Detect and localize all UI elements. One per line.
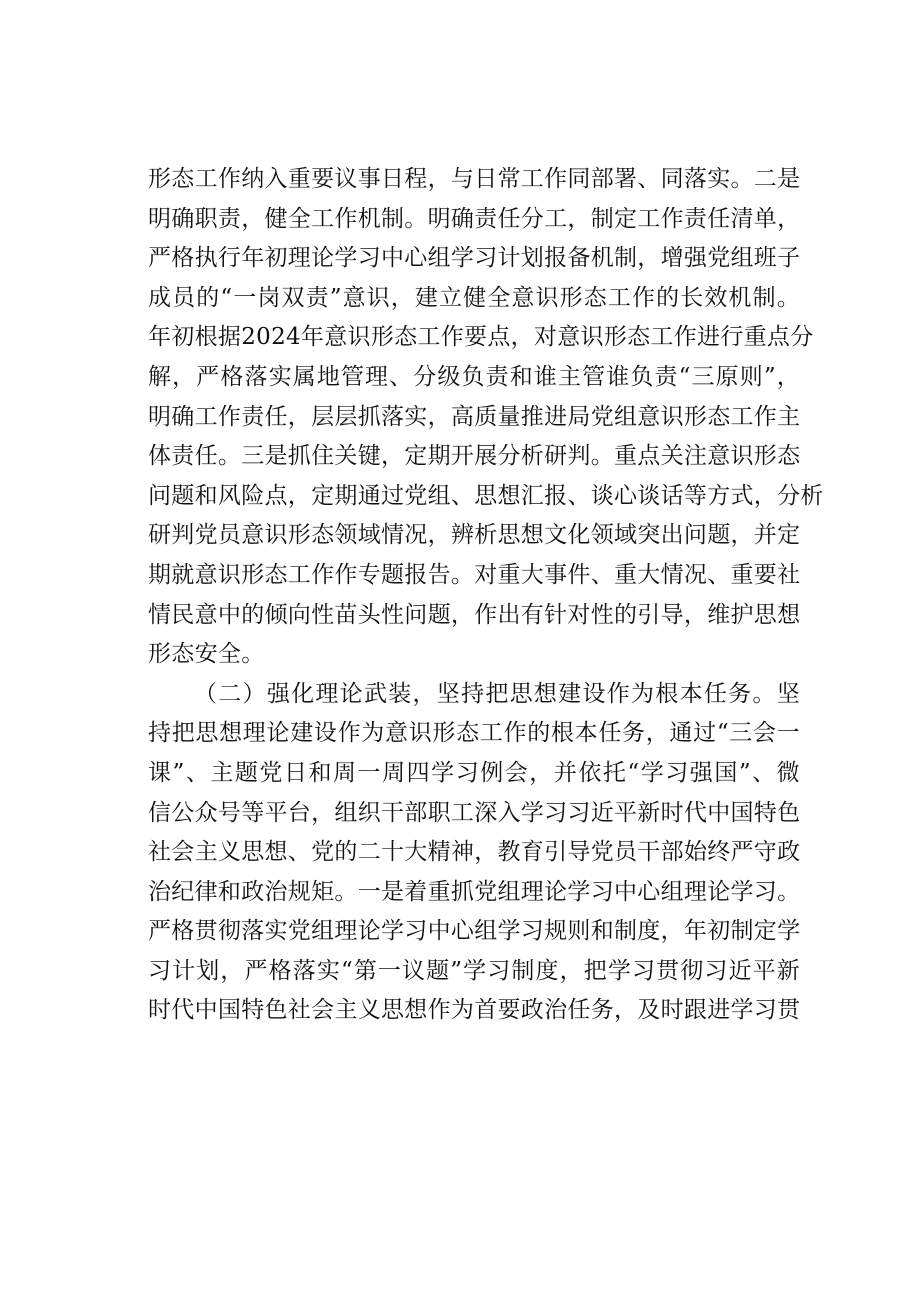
text-line: 严格执行年初理论学习中心组学习计划报备机制，增强党组班子 <box>148 245 801 272</box>
text-line: 年初根据2024年意识形态工作要点，对意识形态工作进行重点分 <box>148 324 814 351</box>
text-line: 社会主义思想、党的二十大精神，教育引导党员干部始终严守政 <box>148 839 801 866</box>
text-line: 时代中国特色社会主义思想作为首要政治任务，及时跟进学习贯 <box>148 997 801 1024</box>
text-line: 治纪律和政治规矩。一是着重抓党组理论学习中心组理论学习。 <box>148 878 801 905</box>
text-line: 明确职责，健全工作机制。明确责任分工，制定工作责任清单， <box>148 205 801 232</box>
text-line: 持把思想理论建设作为意识形态工作的根本任务，通过“三会一 <box>148 720 800 747</box>
text-line: 期就意识形态工作作专题报告。对重大事件、重大情况、重要社 <box>148 561 801 588</box>
text-line: 研判党员意识形态领域情况，辨析思想文化领域突出问题，并定 <box>148 522 801 549</box>
text-line: 问题和风险点，定期通过党组、思想汇报、谈心谈话等方式，分析 <box>148 482 824 509</box>
text-line: 严格贯彻落实党组理论学习中心组学习规则和制度，年初制定学 <box>148 918 801 945</box>
paragraph-end-line: 形态安全。 <box>148 641 265 668</box>
text-line: 体责任。三是抓住关键，定期开展分析研判。重点关注意识形态 <box>148 443 801 470</box>
text-line: 形态工作纳入重要议事日程，与日常工作同部署、同落实。二是 <box>148 166 801 192</box>
text-line: 习计划，严格落实“第一议题”学习制度，把学习贯彻习近平新 <box>148 957 800 984</box>
text-line: 情民意中的倾向性苗头性问题，作出有针对性的引导，维护思想 <box>148 601 801 628</box>
text-line: 课”、主题党日和周一周四学习例会，并依托“学习强国”、微 <box>148 759 800 786</box>
text-line: 明确工作责任，层层抓落实，高质量推进局党组意识形态工作主 <box>148 403 801 430</box>
text-line: 信公众号等平台，组织干部职工深入学习习近平新时代中国特色 <box>148 799 801 826</box>
text-line: 成员的“一岗双责”意识，建立健全意识形态工作的长效机制。 <box>148 284 800 311</box>
text-line: 解，严格落实属地管理、分级负责和谁主管谁负责“三原则”， <box>148 363 800 390</box>
body-text <box>148 160 824 1031</box>
section-heading-line: （二）强化理论武装，坚持把思想建设作为根本任务。坚 <box>194 680 800 707</box>
